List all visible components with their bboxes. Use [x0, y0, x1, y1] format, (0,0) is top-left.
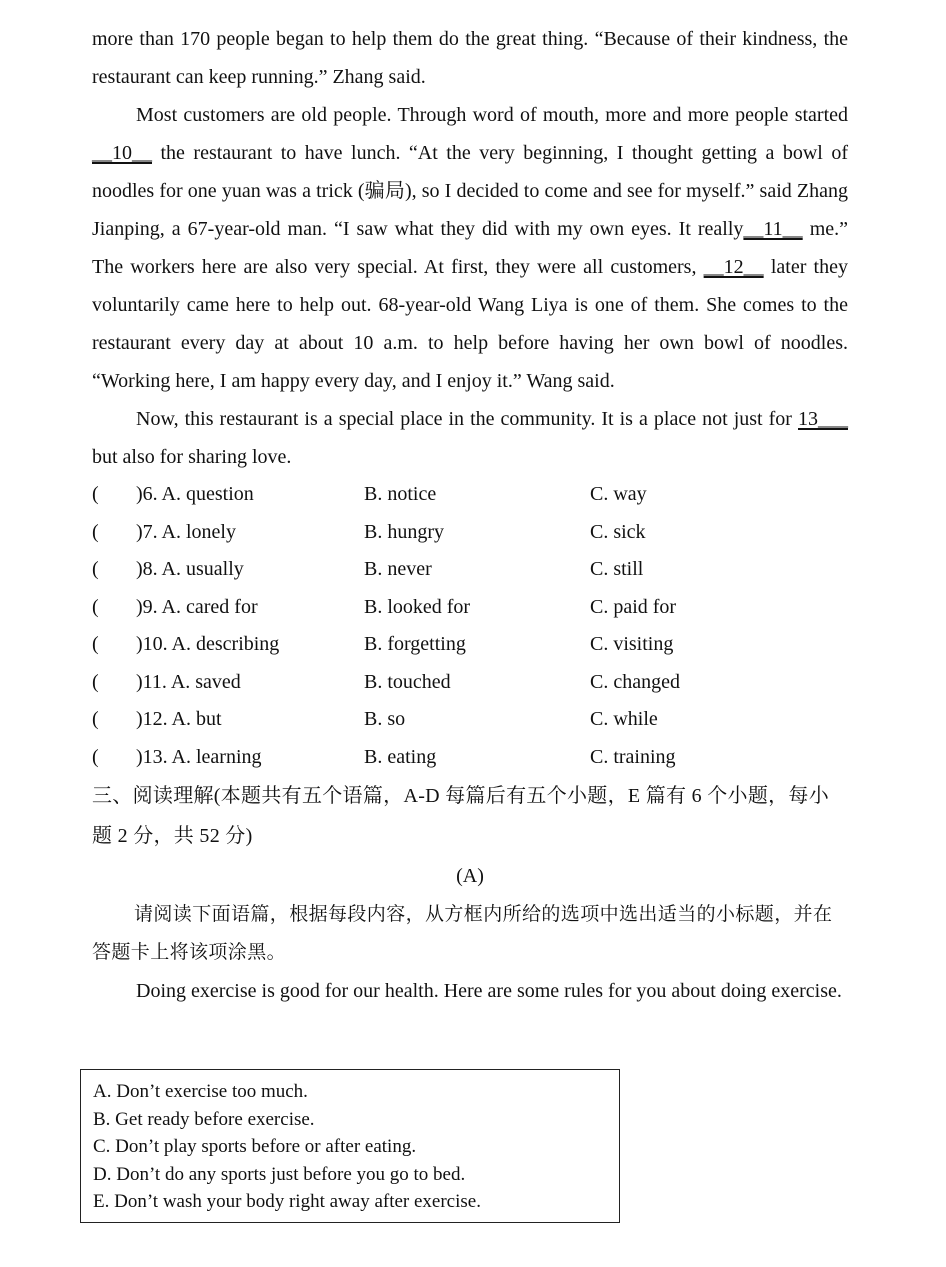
- section-heading: 三、阅读理解(本题共有五个语篇，A-D 每篇后有五个小题，E 篇有 6 个小题，每小题 2 分，共 52 分): [92, 785, 830, 847]
- blank-12: __12__: [703, 256, 764, 278]
- answer-paren: (: [92, 633, 99, 655]
- blank-11: __11__: [743, 218, 803, 240]
- paragraph-2-text-d: later they voluntarily came here to help out. 68-year-old Wang Liya is one of them. She comes to the restaurant every day at about 10 a.m. to help before having her own bowl of noodles. “Working here, I am happy every day, and I enjoy it.” Wang said.: [92, 256, 848, 392]
- option-b: B. eating: [364, 745, 437, 768]
- instruction-text: 请阅读下面语篇，根据每段内容，从方框内所给的选项中选出适当的小标题，并在答题卡上将该项涂黑。: [92, 904, 833, 963]
- options-box: [80, 1069, 620, 1223]
- exam-page: [92, 20, 848, 1010]
- option-c: C. paid for: [590, 595, 677, 618]
- option-c: C. visiting: [590, 633, 674, 655]
- box-option-b: B. Get ready before exercise.: [93, 1108, 315, 1130]
- part-label: (A): [456, 865, 484, 887]
- paragraph-1-text: more than 170 people began to help them do the great thing. “Because of their kindness, the restaurant can keep running.” Zhang said.: [92, 28, 848, 88]
- option-b: B. forgetting: [364, 633, 466, 655]
- answer-paren: (: [92, 483, 99, 505]
- answer-paren: (: [92, 558, 99, 580]
- question-row-6: [92, 476, 848, 514]
- option-c: C. still: [590, 558, 644, 580]
- option-c: C. while: [590, 708, 658, 730]
- answer-paren: (: [92, 708, 99, 730]
- option-c: C. changed: [590, 670, 680, 693]
- question-row-7: [92, 514, 848, 552]
- option-b: B. looked for: [364, 595, 471, 618]
- question-row-10: [92, 626, 848, 664]
- question-row-11: [92, 664, 848, 702]
- option-b: B. so: [364, 708, 406, 730]
- question-row-8: [92, 551, 848, 589]
- paragraph-2-text-c: me.” The workers here are also very special. At first, they were all customers,: [92, 218, 849, 278]
- option-a: )7. A. lonely: [136, 520, 236, 543]
- question-row-9: [92, 589, 848, 627]
- box-option-d: D. Don’t do any sports just before you go to bed.: [93, 1163, 466, 1185]
- answer-paren: (: [92, 520, 99, 543]
- option-a: )12. A. but: [136, 708, 222, 730]
- question-list: [92, 476, 848, 776]
- question-row-13: [92, 739, 848, 777]
- option-a: )10. A. describing: [136, 633, 280, 655]
- option-b: B. never: [364, 558, 432, 580]
- question-row-12: [92, 701, 848, 739]
- intro-paragraph: Doing exercise is good for our health. Here are some rules for you about doing exercise.: [136, 980, 842, 1002]
- option-a: )13. A. learning: [136, 745, 262, 768]
- answer-paren: (: [92, 745, 99, 768]
- option-b: B. touched: [364, 670, 451, 693]
- paragraph-2-text-b: the restaurant to have lunch. “At the very beginning, I thought getting a bowl of noodles for one yuan was a trick (骗局), so I decided to come and see for myself.” said Zhang Jianping, a 67-year-old man. “I saw what they did with my own eyes. It really: [92, 142, 848, 240]
- paragraph-1: [92, 20, 848, 96]
- option-a: )8. A. usually: [136, 558, 244, 580]
- option-c: C. training: [590, 745, 676, 768]
- answer-paren: (: [92, 595, 99, 618]
- paragraph-2-text-a: Most customers are old people. Through word of mouth, more and more people started: [136, 104, 848, 126]
- option-a: )9. A. cared for: [136, 595, 258, 618]
- option-a: )6. A. question: [136, 483, 254, 505]
- paragraph-2: [92, 96, 848, 400]
- box-option-c: C. Don’t play sports before or after eating.: [93, 1136, 417, 1157]
- blank-10: __10__: [92, 142, 152, 164]
- option-c: C. way: [590, 483, 647, 505]
- option-a: )11. A. saved: [136, 670, 241, 693]
- paragraph-3-text-b: but also for sharing love.: [92, 446, 292, 468]
- answer-paren: (: [92, 670, 99, 693]
- option-c: C. sick: [590, 520, 646, 543]
- box-option-e: E. Don’t wash your body right away after exercise.: [93, 1191, 481, 1212]
- option-b: B. notice: [364, 483, 437, 505]
- blank-13: 13___: [798, 408, 848, 430]
- paragraph-3: [92, 400, 848, 476]
- box-option-a: A. Don’t exercise too much.: [93, 1081, 308, 1102]
- option-b: B. hungry: [364, 520, 444, 543]
- paragraph-3-text-a: Now, this restaurant is a special place in the community. It is a place not just for: [136, 408, 798, 430]
